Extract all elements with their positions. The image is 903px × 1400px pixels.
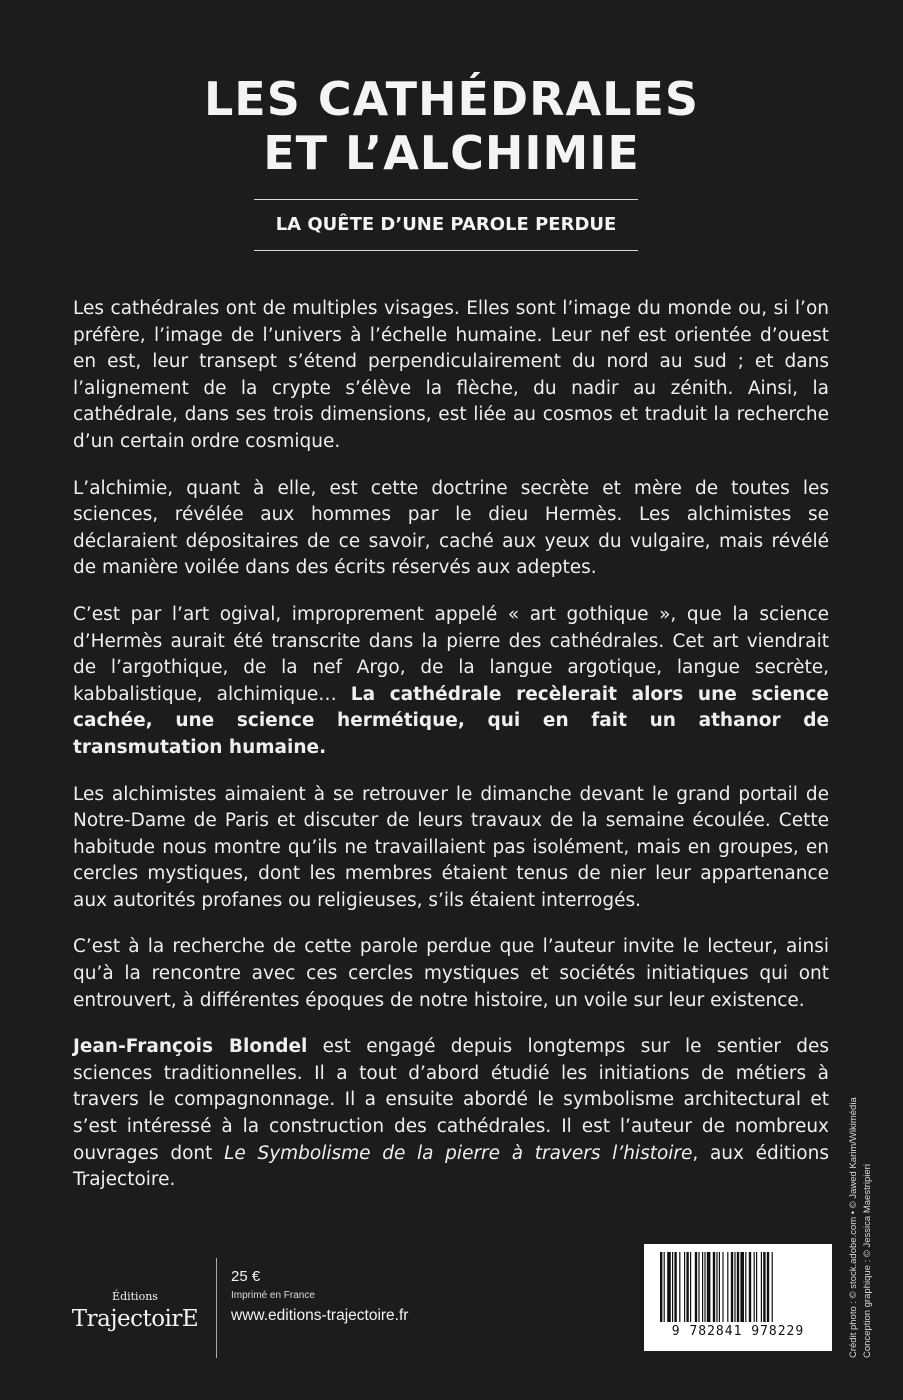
logo-trajectoire: TrajectoirE bbox=[71, 1306, 199, 1332]
footer-divider bbox=[216, 1258, 217, 1358]
design-credit: Conception graphique : © Jessica Maestripieri bbox=[862, 1164, 873, 1358]
subtitle-rule-bottom bbox=[254, 250, 638, 251]
cover-title-line2: ET L’ALCHIMIE bbox=[263, 126, 640, 180]
printed-in: Imprimé en France bbox=[231, 1290, 315, 1301]
paragraph-4: Les alchimistes aimaient à se retrouver le dimanche devant le grand portail de Notre-Dame de Paris et discuter de leurs travaux de la semaine écoulée. Cette habitude nous montre qu’ils ne travaillaient pas isolément, mais en groupes, en cercles mystiques, dont les membres étaient tenus de nier leur appartenance aux autorités profanes ou religieuses, s’ils étaient interrogés. bbox=[73, 783, 829, 911]
publisher-website: www.editions-trajectoire.fr bbox=[231, 1307, 409, 1324]
price: 25 € bbox=[231, 1268, 261, 1285]
paragraph-3 bbox=[73, 602, 829, 762]
logo-editions: Éditions bbox=[112, 1290, 158, 1303]
cover-title-line1: LES CATHÉDRALES bbox=[203, 72, 700, 126]
paragraph-2: L’alchimie, quant à elle, est cette doctrine secrète et mère de toutes les sciences, révélée aux hommes par le dieu Hermès. Les alchimistes se déclaraient dépositaires de ce savoir, caché aux yeux du vulgaire, mais révélé de manière voilée dans des écrits réservés aux adeptes. bbox=[73, 477, 829, 579]
barcode-bars bbox=[658, 1252, 818, 1324]
author-bio bbox=[73, 1034, 829, 1194]
publisher-logo bbox=[70, 1290, 200, 1350]
credits bbox=[848, 1002, 878, 1362]
photo-credit: Crédit photo : © stock.adobe.com • © Jawed Karim/Wikimédia bbox=[848, 1097, 859, 1358]
paragraph-5: C’est à la recherche de cette parole perdue que l’auteur invite le lecteur, ainsi qu’à la rencontre avec ces cercles mystiques et sociétés initiatiques qui ont entrouvert, à différentes époques de notre histoire, un voile sur leur existence. bbox=[73, 936, 829, 1011]
author-bio-end: , aux éditions Trajectoire. bbox=[73, 1142, 829, 1191]
isbn-number: 9 782841 978229 bbox=[671, 1324, 805, 1339]
subtitle: LA QUÊTE D’UNE PAROLE PERDUE bbox=[275, 214, 617, 235]
barcode bbox=[644, 1244, 832, 1351]
subtitle-rule-top bbox=[254, 199, 638, 200]
blurb bbox=[73, 296, 829, 1214]
author-bio-text: est engagé depuis longtemps sur le sentier des sciences traditionnelles. Il a tout d’abord étudié les initiations de métiers à travers le compagnonnage. Il a ensuite abordé le symbolisme architectural et s’est intéressé à la construction des cathédrales. Il est l’auteur de nombreux ouvrages dont bbox=[73, 1036, 829, 1164]
author-name: Jean-François Blondel bbox=[73, 1036, 308, 1058]
subtitle-block bbox=[254, 199, 638, 251]
paragraph-1: Les cathédrales ont de multiples visages. Elles sont l’image du monde ou, si l’on préfère, l’image de l’univers à l’échelle humaine. Leur nef est orientée d’ouest en est, leur transept s’étend perpendiculairement du nord au sud ; et dans l’alignement de la crypte s’élève la flèche, du nadir au zénith. Ainsi, la cathédrale, dans ses trois dimensions, est liée au cosmos et traduit la recherche d’un certain ordre cosmique. bbox=[73, 298, 829, 452]
author-book-title: Le Symbolisme de la pierre à travers l’histoire bbox=[224, 1142, 693, 1164]
paragraph-3-bold: La cathédrale recèlerait alors une science cachée, une science hermétique, qui en fait un athanor de transmutation humaine. bbox=[73, 683, 829, 758]
paragraph-3-text: C’est par l’art ogival, improprement appelé « art gothique », que la science d’Hermès aurait été transcrite dans la pierre des cathédrales. Cet art viendrait de l’argothique, de la nef Argo, de la langue argotique, langue secrète, kabbalistique, alchimique… bbox=[73, 603, 829, 705]
